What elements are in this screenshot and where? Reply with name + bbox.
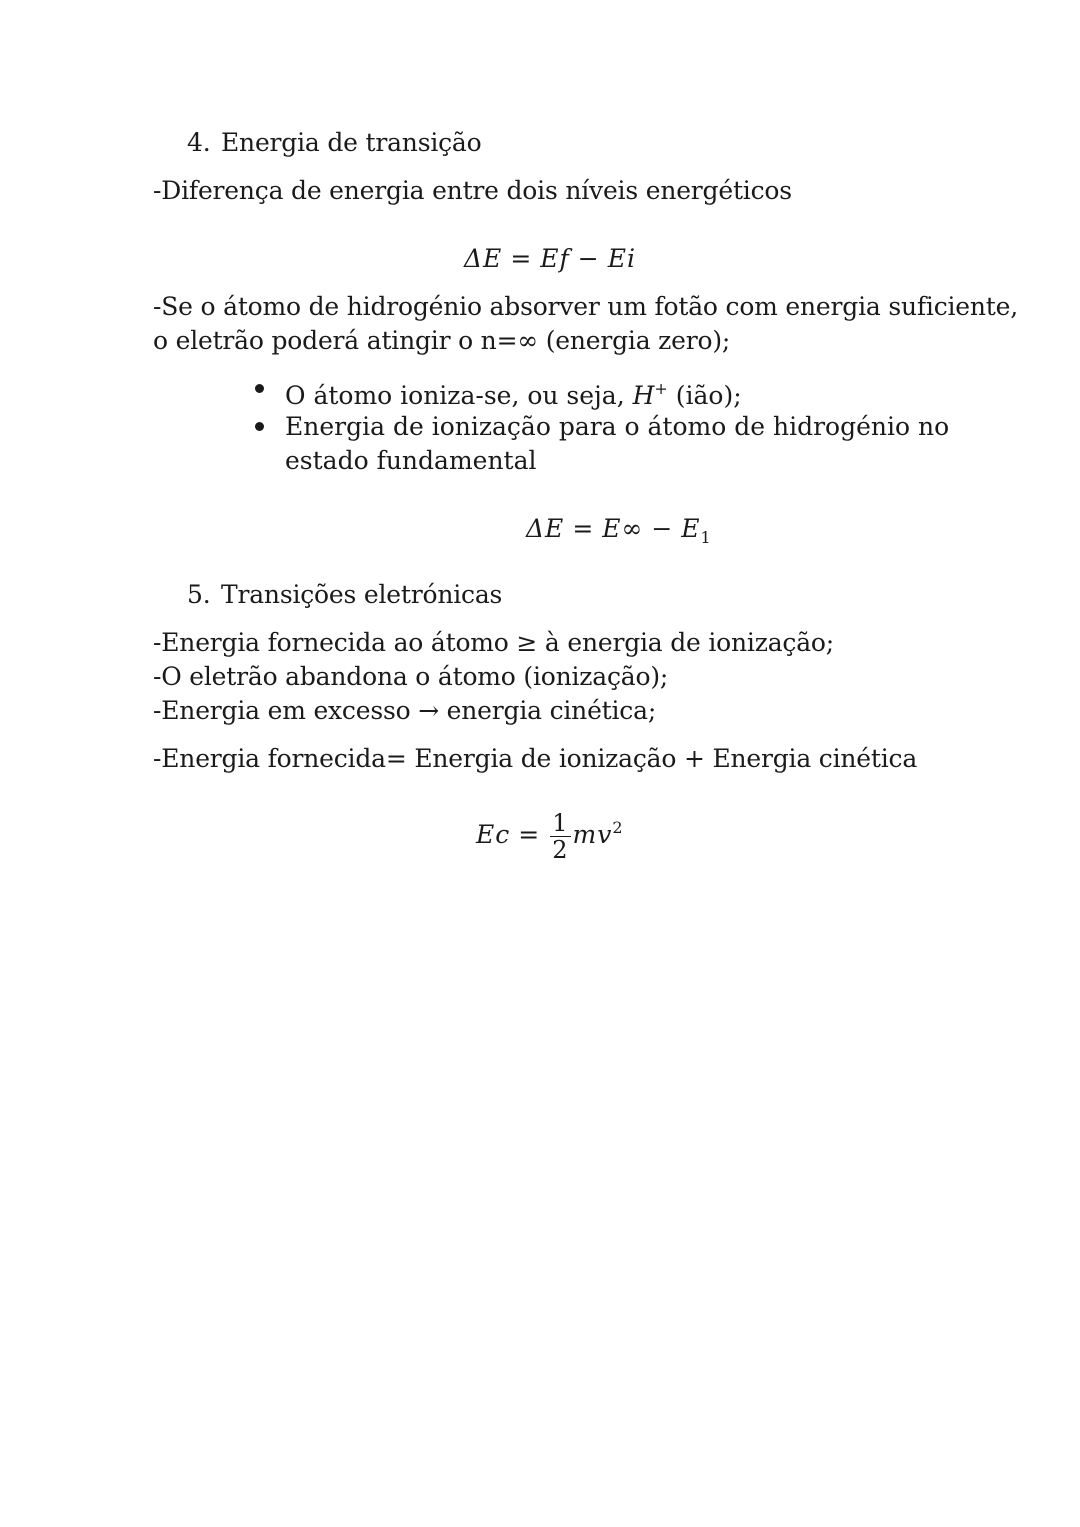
equation-transition-energy bbox=[464, 242, 636, 276]
eq1-lhs: ΔE bbox=[464, 244, 503, 273]
eq2-e-sub: 1 bbox=[700, 528, 712, 547]
eq2-e: E bbox=[681, 514, 701, 543]
paragraph-line-1: -Se o átomo de hidrogénio absorver um fotão com energia suficiente, bbox=[153, 292, 1018, 321]
section-5-line-1: -Energia fornecida ao átomo ≥ à energia de ionização; bbox=[153, 628, 834, 657]
eq1-minus: − bbox=[577, 244, 600, 273]
equation-ionization-energy bbox=[526, 512, 712, 555]
section-5-line-3: -Energia em excesso → energia cinética; bbox=[153, 696, 657, 725]
ion-charge: + bbox=[654, 379, 668, 398]
eq3-denominator: 2 bbox=[552, 836, 569, 864]
bullet-dot-2 bbox=[255, 422, 264, 431]
section-5-title: Transições eletrónicas bbox=[221, 580, 503, 609]
eq1-equals: = bbox=[510, 244, 533, 273]
section-4-definition: -Diferença de energia entre dois níveis energéticos bbox=[153, 176, 792, 205]
section-4-heading bbox=[187, 126, 481, 160]
eq2-lhs: ΔE bbox=[526, 514, 565, 543]
eq1-ef: Ef bbox=[540, 244, 570, 273]
eq2-equals: = bbox=[572, 514, 595, 543]
section-5-number: 5. bbox=[187, 580, 211, 609]
bullet-dot-1 bbox=[255, 384, 264, 393]
section-5-heading bbox=[187, 578, 502, 612]
eq3-rhs-sup: 2 bbox=[612, 818, 624, 837]
bullet-1-suffix: (ião); bbox=[667, 381, 742, 410]
eq2-minus: − bbox=[651, 514, 674, 543]
energy-sum-line: -Energia fornecida= Energia de ionização + Energia cinética bbox=[153, 744, 918, 773]
bullet-item-1 bbox=[285, 372, 742, 413]
eq3-numerator: 1 bbox=[552, 809, 569, 837]
bullet-item-2-line-1: Energia de ionização para o átomo de hidrogénio no bbox=[285, 412, 950, 441]
bullet-1-text: O átomo ioniza-se, ou seja, bbox=[285, 381, 633, 410]
section-4-title: Energia de transição bbox=[221, 128, 482, 157]
equation-kinetic-energy bbox=[476, 810, 624, 863]
bullet-item-2-line-2: estado fundamental bbox=[285, 446, 537, 475]
eq1-ei: Ei bbox=[607, 244, 636, 273]
eq3-fraction bbox=[550, 810, 570, 863]
section-4-number: 4. bbox=[187, 128, 211, 157]
eq3-lhs: Ec bbox=[476, 820, 511, 849]
paragraph-line-2: o eletrão poderá atingir o n=∞ (energia zero); bbox=[153, 326, 731, 355]
eq2-einf: E∞ bbox=[602, 514, 644, 543]
eq3-equals: = bbox=[518, 820, 541, 849]
section-5-line-2: -O eletrão abandona o átomo (ionização); bbox=[153, 662, 669, 691]
ion-symbol: H bbox=[632, 381, 655, 410]
eq3-rhs: mv bbox=[572, 820, 613, 849]
